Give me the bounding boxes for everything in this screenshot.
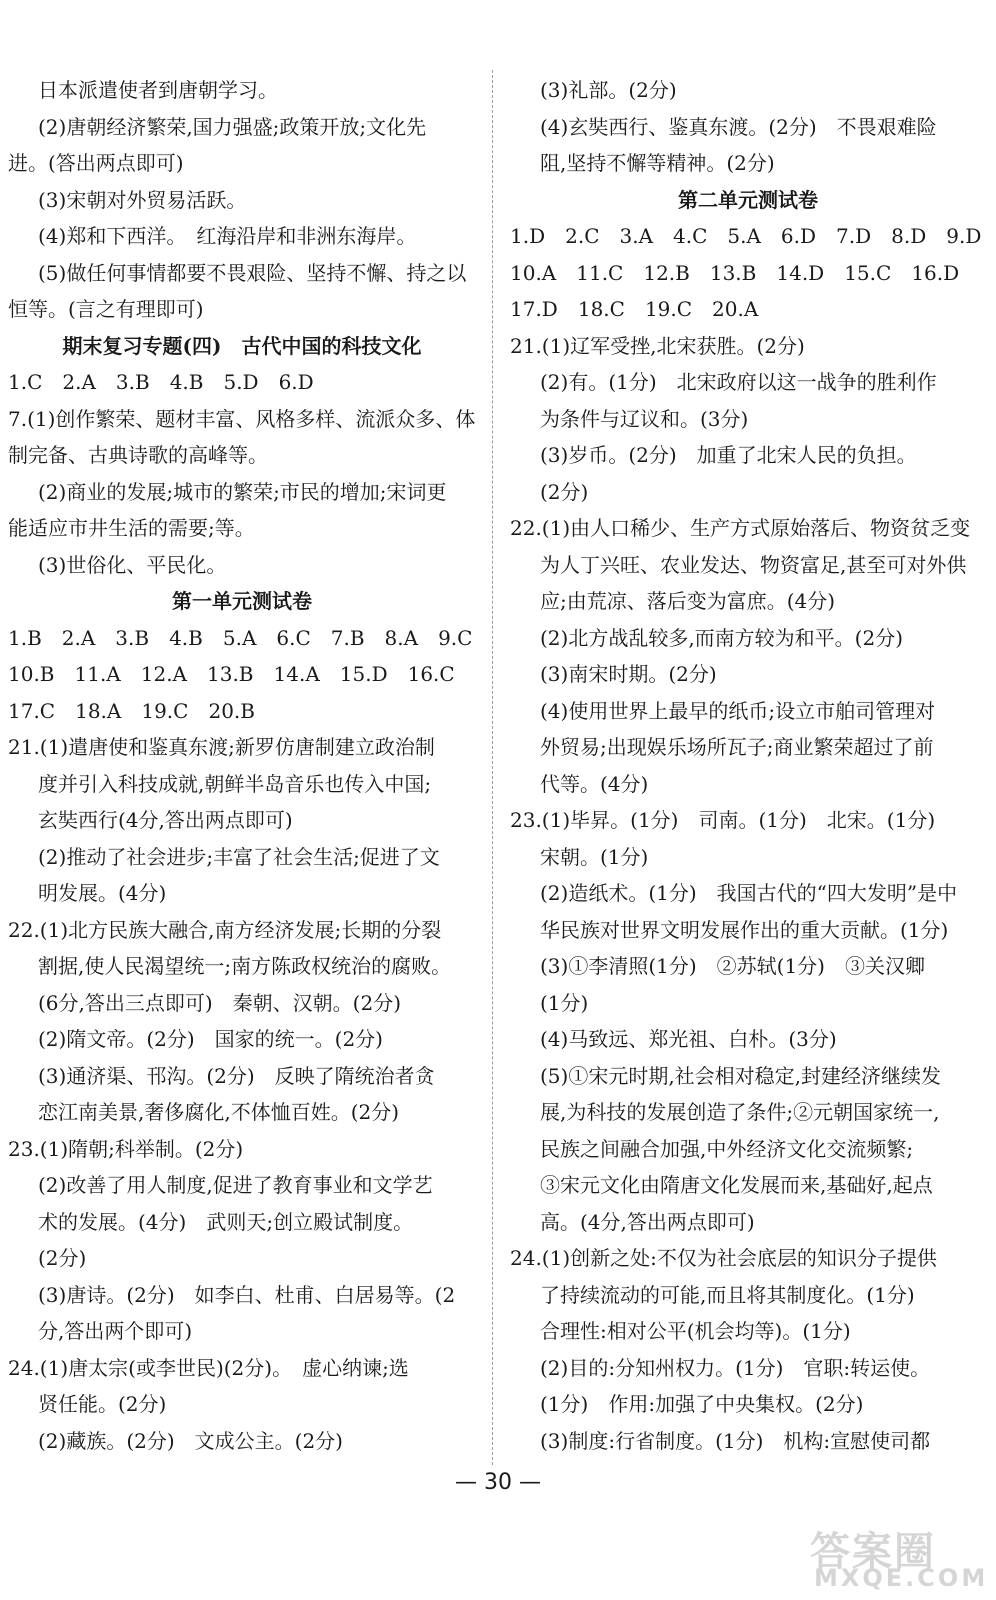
answer-line: (4)马致远、郑光祖、白朴。(3分) [540, 1027, 837, 1051]
answer-line: 10.A 11.C 12.B 13.B 14.D 15.C 16.D [510, 260, 960, 285]
answer-line: (5)做任何事情都要不畏艰险、坚持不懈、持之以 [38, 260, 467, 285]
answer-line: 明发展。(4分) [38, 881, 167, 905]
answer-line: (3)制度:行省制度。(1分) 机构:宣慰使司都 [540, 1428, 931, 1453]
answer-line: (2)藏族。(2分) 文成公主。(2分) [38, 1428, 343, 1453]
answer-line: 1.B 2.A 3.B 4.B 5.A 6.C 7.B 8.A 9.C [8, 625, 473, 650]
answer-line: 23.(1)毕昇。(1分) 司南。(1分) 北宋。(1分) [510, 808, 936, 832]
answer-line: 21.(1)辽军受挫,北宋获胜。(2分) [510, 333, 805, 358]
answer-line: 22.(1)由人口稀少、生产方式原始落后、物资贫乏变 [510, 516, 971, 540]
answer-line: (2)目的:分知州权力。(1分) 官职:转运使。 [540, 1355, 931, 1380]
answer-line: 恋江南美景,奢侈腐化,不体恤百姓。(2分) [38, 1100, 400, 1124]
answer-line: (4)使用世界上最早的纸币;设立市舶司管理对 [540, 698, 936, 723]
answer-line: 能适应市井生活的需要;等。 [8, 516, 255, 540]
answer-line: (2)唐朝经济繁荣,国力强盛;政策开放;文化先 [38, 114, 427, 139]
answer-line: (3)通济渠、邗沟。(2分) 反映了隋统治者贪 [38, 1063, 435, 1088]
answer-line: (3)宋朝对外贸易活跃。 [38, 187, 247, 212]
answer-line: 阻,坚持不懈等精神。(2分) [540, 151, 775, 175]
answer-line: (2分) [540, 479, 589, 504]
answer-line: (3)唐诗。(2分) 如李白、杜甫、白居易等。(2 [38, 1282, 456, 1307]
answer-line: (2)北方战乱较多,而南方较为和平。(2分) [540, 625, 904, 650]
answer-line: 为人丁兴旺、农业发达、物资富足,甚至可对外供 [540, 552, 967, 577]
answer-line: (4)玄奘西行、鉴真东渡。(2分) 不畏艰难险 [540, 114, 937, 139]
answer-line: 24.(1)创新之处:不仅为社会底层的知识分子提供 [510, 1246, 937, 1270]
answer-line: (5)①宋元时期,社会相对稳定,封建经济继续发 [540, 1063, 942, 1088]
answer-line: 为条件与辽议和。(3分) [540, 406, 749, 431]
answer-line: 外贸易;出现娱乐场所瓦子;商业繁荣超过了前 [540, 735, 934, 759]
answer-line: ③宋元文化由隋唐文化发展而来,基础好,起点 [540, 1173, 933, 1197]
answer-line: 代等。(4分) [540, 771, 649, 796]
answer-line: (3)①李清照(1分) ②苏轼(1分) ③关汉卿 [540, 954, 925, 978]
answer-line: 24.(1)唐太宗(或李世民)(2分)。 虚心纳谏;选 [8, 1355, 409, 1380]
section-heading: 第二单元测试卷 [678, 187, 818, 212]
answer-line: 应;由荒凉、落后变为富庶。(4分) [540, 589, 836, 613]
answer-line: (2)推动了社会进步;丰富了社会生活;促进了文 [38, 844, 440, 869]
answer-line: 宋朝。(1分) [540, 844, 649, 869]
answer-line: 高。(4分,答出两点即可) [540, 1209, 755, 1234]
answer-line: 华民族对世界文明发展作出的重大贡献。(1分) [540, 917, 949, 942]
left-column [8, 72, 476, 1459]
answer-line: (2分) [38, 1246, 87, 1270]
answer-line: (3)岁币。(2分) 加重了北宋人民的负担。 [540, 443, 917, 467]
column-divider [492, 70, 493, 1465]
answer-line: 1.C 2.A 3.B 4.B 5.D 6.D [8, 370, 314, 394]
watermark-bottom: MXQE.COM [814, 1564, 989, 1592]
answer-line: 民族之间融合加强,中外经济文化交流频繁; [540, 1136, 914, 1161]
answer-line: (2)改善了用人制度,促进了教育事业和文学艺 [38, 1173, 433, 1197]
answer-line: 23.(1)隋朝;科举制。(2分) [8, 1136, 244, 1161]
answer-line: 日本派遣使者到唐朝学习。 [38, 78, 278, 102]
section-heading: 期末复习专题(四) 古代中国的科技文化 [62, 333, 422, 358]
answer-line: 割据,使人民渴望统一;南方陈政权统治的腐败。 [38, 954, 452, 978]
answer-line: (1分) [540, 990, 589, 1015]
section-heading: 第一单元测试卷 [172, 589, 312, 613]
answer-line: (2)隋文帝。(2分) 国家的统一。(2分) [38, 1027, 383, 1051]
answer-line: 10.B 11.A 12.A 13.B 14.A 15.D 16.C [8, 662, 455, 686]
answer-line: 了持续流动的可能,而且将其制度化。(1分) [540, 1282, 915, 1307]
answer-line: 制完备、古典诗歌的高峰等。 [8, 443, 268, 467]
answer-line: 玄奘西行(4分,答出两点即可) [38, 808, 293, 832]
answer-line: 21.(1)遣唐使和鉴真东渡;新罗仿唐制建立政治制 [8, 735, 435, 759]
answer-line: 进。(答出两点即可) [8, 151, 184, 175]
answer-line: (2)有。(1分) 北宋政府以这一战争的胜利作 [540, 370, 937, 394]
answer-line: (3)礼部。(2分) [540, 78, 677, 102]
answer-line: (3)世俗化、平民化。 [38, 552, 227, 577]
answer-line: 22.(1)北方民族大融合,南方经济发展;长期的分裂 [8, 917, 442, 942]
right-column [510, 72, 986, 1459]
answer-line: (6分,答出三点即可) 秦朝、汉朝。(2分) [38, 990, 402, 1015]
answer-line: (4)郑和下西洋。 红海沿岸和非洲东海岸。 [38, 224, 417, 248]
answer-line: 17.C 18.A 19.C 20.B [8, 698, 255, 723]
answer-line: (2)商业的发展;城市的繁荣;市民的增加;宋词更 [38, 479, 447, 504]
watermark-top: 答案圈 [810, 1528, 936, 1575]
answer-line: (3)南宋时期。(2分) [540, 662, 717, 686]
answer-line: 术的发展。(4分) 武则天;创立殿试制度。 [38, 1209, 414, 1234]
answer-line: (1分) 作用:加强了中央集权。(2分) [540, 1392, 864, 1416]
answer-line: 1.D 2.C 3.A 4.C 5.A 6.D 7.D 8.D 9.D [510, 224, 982, 248]
answer-line: 展,为科技的发展创造了条件;②元朝国家统一, [540, 1100, 940, 1124]
watermark-logo [810, 1520, 990, 1592]
page-number: — 30 — [455, 1470, 541, 1495]
answer-line: 合理性:相对公平(机会均等)。(1分) [540, 1319, 851, 1343]
answer-line: 17.D 18.C 19.C 20.A [510, 297, 759, 321]
answer-line: 分,答出两个即可) [38, 1319, 193, 1343]
answer-line: 7.(1)创作繁荣、题材丰富、风格多样、流派众多、体 [8, 406, 476, 431]
answer-line: 恒等。(言之有理即可) [8, 297, 204, 321]
answer-line: (2)造纸术。(1分) 我国古代的“四大发明”是中 [540, 881, 958, 905]
answer-line: 度并引入科技成就,朝鲜半岛音乐也传入中国; [38, 771, 432, 796]
answer-line: 贤任能。(2分) [38, 1392, 167, 1416]
